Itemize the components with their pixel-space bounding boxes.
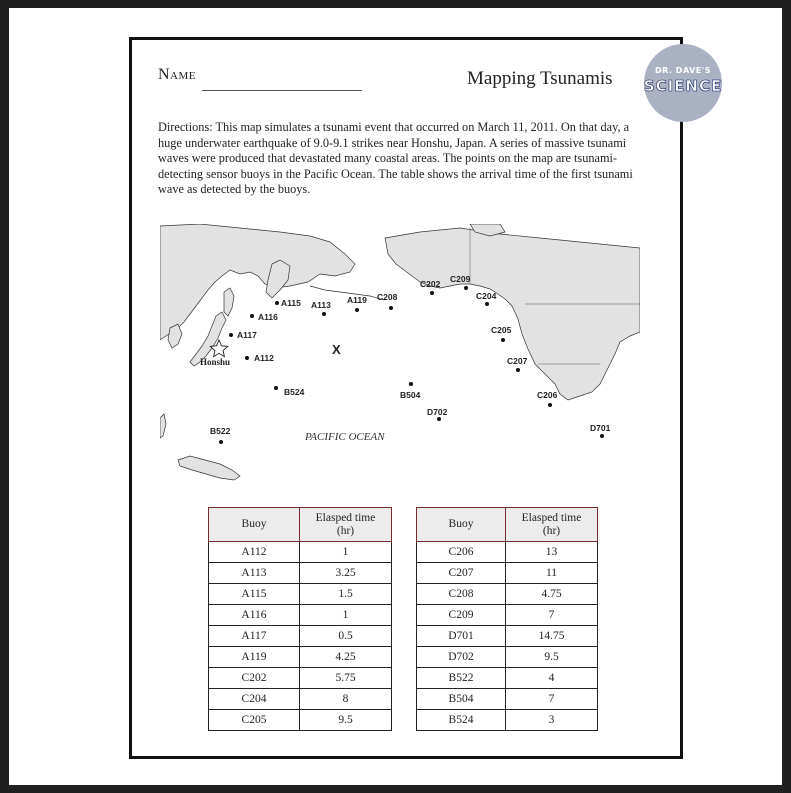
time-left-cell: 3.25 [300, 563, 392, 584]
table-gap [392, 647, 417, 668]
buoy-label-a117: A117 [237, 330, 257, 340]
pacific-ocean-label: PACIFIC OCEAN [305, 431, 385, 443]
time-left-cell: 1 [300, 542, 392, 563]
table-row [209, 647, 598, 668]
map-svg [160, 224, 640, 494]
table-body [209, 542, 598, 731]
buoy-right-cell: B522 [417, 668, 506, 689]
buoy-label-c205: C205 [491, 325, 512, 335]
buoy-left-cell: C205 [209, 710, 300, 731]
buoy-label-c202: C202 [420, 279, 441, 289]
dr-daves-science-logo [644, 44, 722, 122]
page-background [9, 8, 782, 785]
time-right-cell: 4 [506, 668, 598, 689]
time-left-cell: 4.25 [300, 647, 392, 668]
buoy-dot-a117[interactable] [229, 333, 233, 337]
table-row [209, 584, 598, 605]
table-header-row [209, 508, 598, 542]
logo-top-text: DR. DAVE'S [655, 66, 711, 75]
logo-main-text [644, 77, 722, 95]
buoy-label-d701: D701 [590, 423, 611, 433]
table-gap [392, 542, 417, 563]
buoy-right-cell: C206 [417, 542, 506, 563]
buoy-dot-c206[interactable] [548, 403, 552, 407]
buoy-left-cell: A113 [209, 563, 300, 584]
buoy-right-cell: C208 [417, 584, 506, 605]
time-left-cell: 5.75 [300, 668, 392, 689]
buoy-right-cell: C209 [417, 605, 506, 626]
buoy-left-cell: C204 [209, 689, 300, 710]
time-left-cell: 8 [300, 689, 392, 710]
buoy-dot-a116[interactable] [250, 314, 254, 318]
buoy-dot-b522[interactable] [219, 440, 223, 444]
table-row [209, 563, 598, 584]
table-gap [392, 626, 417, 647]
pacific-map [160, 224, 640, 494]
buoy-label-b524: B524 [284, 387, 305, 397]
time-right-cell: 7 [506, 605, 598, 626]
name-label: Name [158, 66, 196, 83]
time-right-cell: 11 [506, 563, 598, 584]
buoy-label-c208: C208 [377, 292, 398, 302]
buoy-right-cell: D702 [417, 647, 506, 668]
buoy-dot-a119[interactable] [355, 308, 359, 312]
directions-paragraph [158, 120, 650, 198]
table-gap [392, 584, 417, 605]
buoy-label-c209: C209 [450, 274, 471, 284]
worksheet [129, 37, 722, 759]
directions-text: : This map simulates a tsunami event that occurred on March 11, 2011. On that day, a huge underwater earthquake of 9.0-9.1 strikes near Honshu, Japan. A series of massive tsunami waves were produced that devastated many coastal areas. The points on the map are tsunami-detecting sensor buoys in the Pacific Ocean. The table shows the arrival time of the first tsunami wave as detected by the buoys. [158, 120, 633, 196]
time-left-cell: 0.5 [300, 626, 392, 647]
buoy-label-a113: A113 [311, 300, 331, 310]
buoy-left-cell: A112 [209, 542, 300, 563]
buoy-label-c206: C206 [537, 390, 558, 400]
buoy-left-cell: A116 [209, 605, 300, 626]
buoy-dot-b504[interactable] [409, 382, 413, 386]
table-row [209, 668, 598, 689]
buoy-dot-c208[interactable] [389, 306, 393, 310]
buoy-label-c204: C204 [476, 291, 497, 301]
buoy-right-cell: D701 [417, 626, 506, 647]
buoy-left-cell: A117 [209, 626, 300, 647]
table-row [209, 689, 598, 710]
time-right-cell: 3 [506, 710, 598, 731]
buoy-dot-c205[interactable] [501, 338, 505, 342]
header-time-left: Elasped time (hr) [300, 508, 392, 542]
buoy-label-b504: B504 [400, 390, 421, 400]
table-gap [392, 710, 417, 731]
table-gap [392, 605, 417, 626]
buoy-right-cell: C207 [417, 563, 506, 584]
buoy-dot-b524[interactable] [274, 386, 278, 390]
epicenter-x-mark: X [332, 342, 341, 357]
buoy-dot-a112[interactable] [245, 356, 249, 360]
time-left-cell: 1 [300, 605, 392, 626]
table-row [209, 626, 598, 647]
buoy-dot-c204[interactable] [485, 302, 489, 306]
page-title: Mapping Tsunamis [467, 68, 613, 89]
buoy-left-cell: A119 [209, 647, 300, 668]
buoy-left-cell: A115 [209, 584, 300, 605]
header-buoy-left: Buoy [209, 508, 300, 542]
table-row [209, 605, 598, 626]
buoy-label-a116: A116 [258, 312, 278, 322]
buoy-label-d702: D702 [427, 407, 448, 417]
buoy-dot-a113[interactable] [322, 312, 326, 316]
table-gap [392, 508, 417, 542]
buoy-left-cell: C202 [209, 668, 300, 689]
header-time-right: Elasped time (hr) [506, 508, 598, 542]
header-buoy-right: Buoy [417, 508, 506, 542]
buoy-label-a112: A112 [254, 353, 274, 363]
buoy-label-b522: B522 [210, 426, 231, 436]
table-gap [392, 689, 417, 710]
honshu-label: Honshu [200, 357, 231, 367]
buoy-dot-d702[interactable] [437, 417, 441, 421]
buoy-right-cell: B524 [417, 710, 506, 731]
buoy-dot-c202[interactable] [430, 291, 434, 295]
time-right-cell: 13 [506, 542, 598, 563]
buoy-dot-d701[interactable] [600, 434, 604, 438]
buoy-label-c207: C207 [507, 356, 528, 366]
time-right-cell: 7 [506, 689, 598, 710]
buoy-dot-c209[interactable] [464, 286, 468, 290]
table-row [209, 542, 598, 563]
arrival-time-table [208, 507, 598, 731]
time-left-cell: 9.5 [300, 710, 392, 731]
logo-main-word: SCIENCE [644, 77, 722, 95]
buoy-right-cell: B504 [417, 689, 506, 710]
table-gap [392, 668, 417, 689]
buoy-label-a119: A119 [347, 295, 367, 305]
buoy-dot-a115[interactable] [275, 301, 279, 305]
time-right-cell: 9.5 [506, 647, 598, 668]
table-row [209, 710, 598, 731]
directions-lead: Directions [158, 120, 210, 134]
buoy-label-a115: A115 [281, 298, 301, 308]
time-right-cell: 4.75 [506, 584, 598, 605]
time-left-cell: 1.5 [300, 584, 392, 605]
name-blank-line[interactable] [202, 90, 362, 91]
time-right-cell: 14.75 [506, 626, 598, 647]
table-gap [392, 563, 417, 584]
buoy-dot-c207[interactable] [516, 368, 520, 372]
